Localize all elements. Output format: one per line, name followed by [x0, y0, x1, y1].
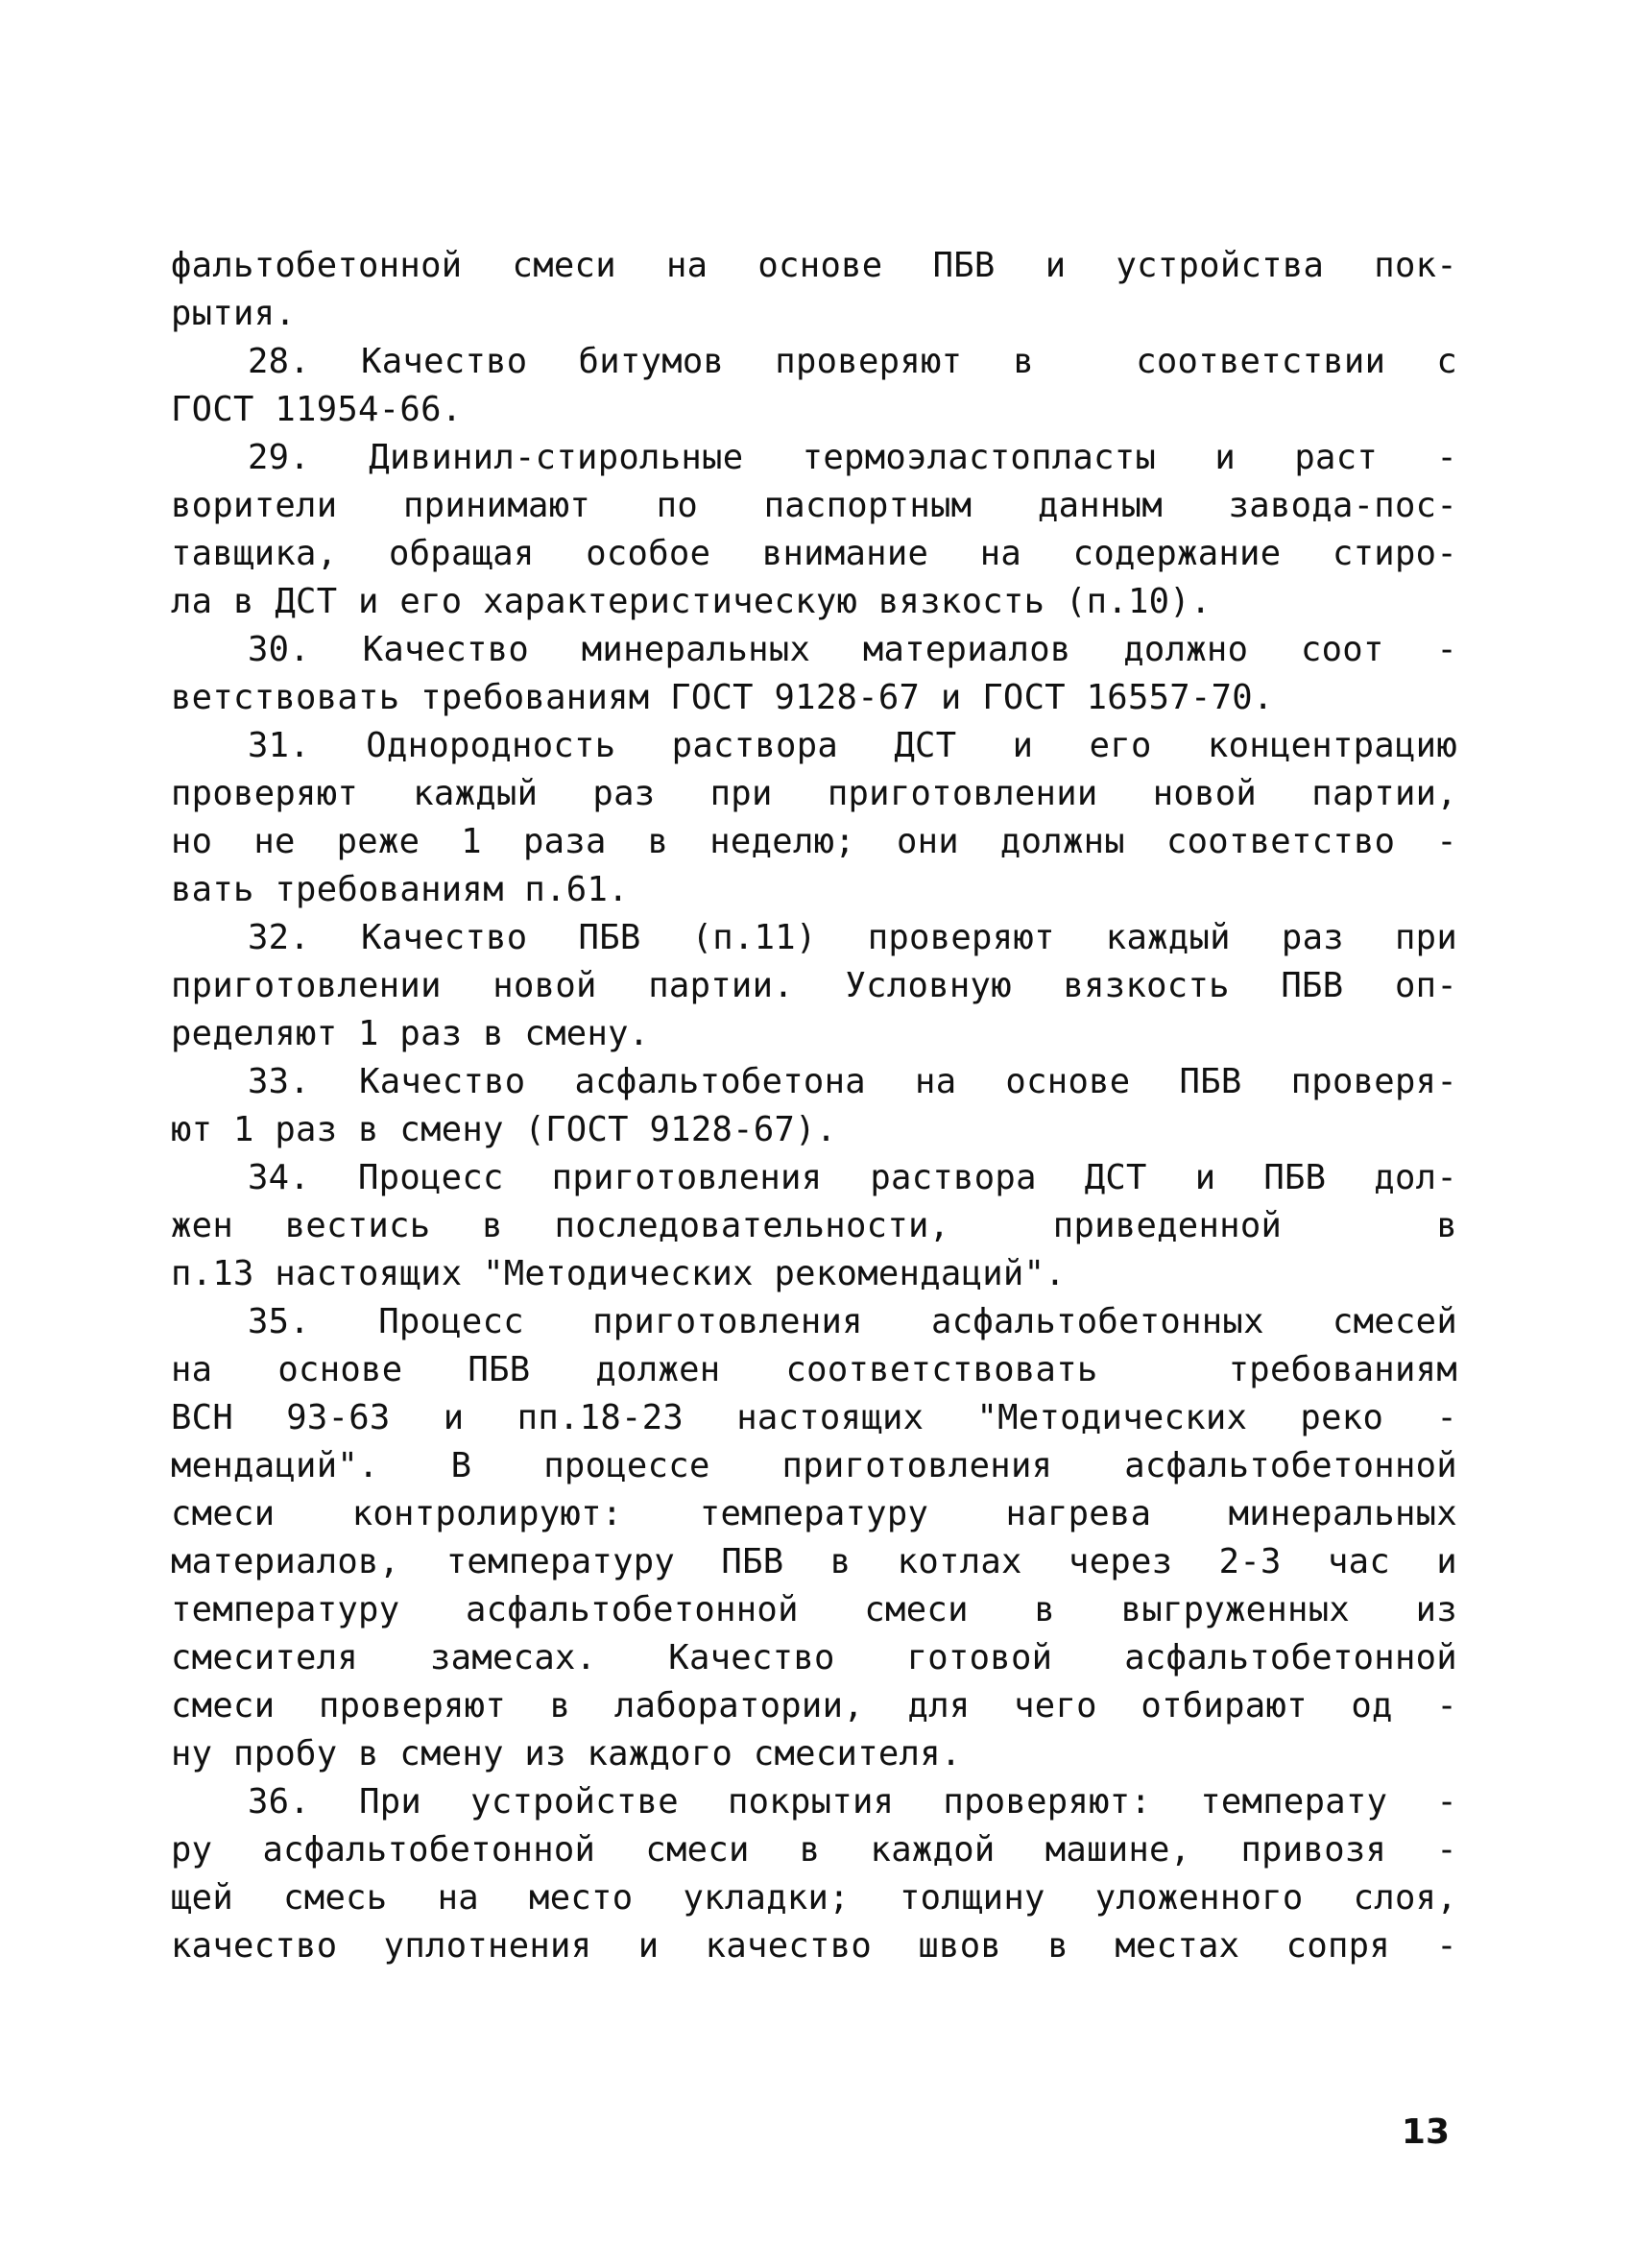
text-line: жен вестись в последовательности, приведенной в: [171, 1206, 1457, 1245]
text-line: фальтобетонной смеси на основе ПБВ и устройства пок-: [171, 246, 1457, 285]
page-number: 13: [1401, 2112, 1450, 2152]
text-line: рытия.: [171, 294, 297, 333]
text-line: тавщика, обращая особое внимание на содержание стиро-: [171, 534, 1457, 573]
text-line: 31. Однородность раствора ДСТ и его концентрацию: [248, 726, 1457, 765]
text-line: ворители принимают по паспортным данным завода-пос-: [171, 486, 1457, 525]
text-line: температуру асфальтобетонной смеси в выгруженных из: [171, 1590, 1457, 1629]
text-line: 36. При устройстве покрытия проверяют: температу -: [248, 1782, 1457, 1822]
text-line: щей смесь на место укладки; толщину уложенного слоя,: [171, 1878, 1457, 1918]
text-line: материалов, температуру ПБВ в котлах через 2-3 час и: [171, 1542, 1457, 1581]
text-line: вать требованиям п.61.: [171, 870, 629, 909]
text-line: п.13 настоящих "Методических рекомендаций".: [171, 1254, 1066, 1293]
text-line: мендаций". В процессе приготовления асфальтобетонной: [171, 1446, 1457, 1485]
text-line: смеси контролируют: температуру нагрева минеральных: [171, 1494, 1457, 1533]
text-line: 33. Качество асфальтобетона на основе ПБВ проверя-: [248, 1062, 1457, 1101]
text-line: качество уплотнения и качество швов в местах сопря -: [171, 1926, 1457, 1966]
text-line: смеси проверяют в лаборатории, для чего отбирают од -: [171, 1686, 1457, 1725]
text-line: смесителя замесах. Качество готовой асфальтобетонной: [171, 1638, 1457, 1677]
text-line: но не реже 1 раза в неделю; они должны соответство -: [171, 822, 1457, 861]
text-line: на основе ПБВ должен соответствовать требованиям: [171, 1350, 1457, 1389]
text-line: ределяют 1 раз в смену.: [171, 1014, 650, 1053]
body-text: [171, 242, 1457, 1970]
text-line: ГОСТ 11954-66.: [171, 390, 463, 429]
text-line: проверяют каждый раз при приготовлении новой партии,: [171, 774, 1457, 813]
text-line: 28. Качество битумов проверяют в соответствии с: [248, 342, 1457, 381]
text-line: 32. Качество ПБВ (п.11) проверяют каждый раз при: [248, 918, 1457, 957]
text-line: приготовлении новой партии. Условную вязкость ПБВ оп-: [171, 966, 1457, 1005]
text-line: 30. Качество минеральных материалов должно соот -: [248, 630, 1457, 669]
text-line: 29. Дивинил-стирольные термоэластопласты и раст -: [248, 438, 1457, 477]
text-line: 34. Процесс приготовления раствора ДСТ и ПБВ дол-: [248, 1158, 1457, 1197]
text-line: ют 1 раз в смену (ГОСТ 9128-67).: [171, 1110, 837, 1149]
text-line: ла в ДСТ и его характеристическую вязкость (п.10).: [171, 582, 1212, 621]
text-line: 35. Процесс приготовления асфальтобетонных смесей: [248, 1302, 1457, 1341]
text-line: ветствовать требованиям ГОСТ 9128-67 и ГОСТ 16557-70.: [171, 678, 1274, 717]
text-line: ВСН 93-63 и пп.18-23 настоящих "Методических реко -: [171, 1398, 1457, 1437]
text-line: ру асфальтобетонной смеси в каждой машине, привозя -: [171, 1830, 1457, 1870]
text-line: ну пробу в смену из каждого смесителя.: [171, 1734, 962, 1773]
